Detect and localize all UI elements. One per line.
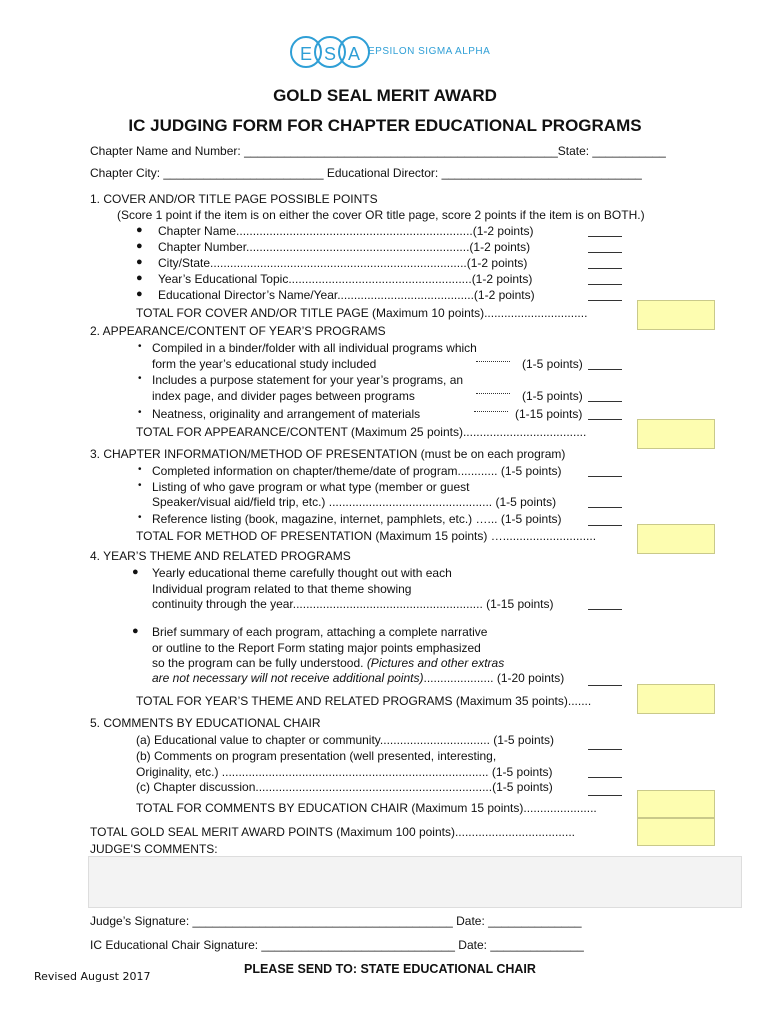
score-blank[interactable] (588, 369, 622, 370)
s3-item-2-line-1: Listing of who gave program or what type (member or guest (152, 480, 470, 494)
section-3-heading: 3. CHAPTER INFORMATION/METHOD OF PRESENTATION (must be on each program) (90, 447, 566, 461)
s5-item-c: (c) Chapter discussion.......................................................................(1-5 points) (136, 780, 553, 794)
score-blank[interactable] (588, 749, 622, 750)
score-blank[interactable] (588, 284, 622, 285)
bullet-icon: ● (136, 272, 143, 284)
score-blank[interactable] (588, 236, 622, 237)
s1-item-topic: Year’s Educational Topic.......................................................(1-2 points) (158, 272, 533, 286)
s4-item-2-line-3 (152, 656, 504, 670)
bullet-icon: • (138, 464, 142, 475)
s2-item-2-points: (1-5 points) (522, 389, 583, 403)
s4-item-1-line-3: continuity through the year......................................................... (1-15 points) (152, 597, 554, 611)
revised-date: Revised August 2017 (34, 970, 151, 983)
bullet-icon: • (138, 512, 142, 523)
s2-item-1-line-2: form the year’s educational study included (152, 357, 377, 371)
s3-total: TOTAL FOR METHOD OF PRESENTATION (Maximum 15 points) …............................ (136, 529, 597, 543)
s1-total-box[interactable] (637, 300, 715, 330)
section-1-heading: 1. COVER AND/OR TITLE PAGE POSSIBLE POINTS (90, 192, 378, 206)
s4-item-2-italic-2: are not necessary will not receive additional points) (152, 671, 424, 685)
bullet-icon: ● (136, 288, 143, 300)
logo-letter-a: A (338, 36, 370, 68)
judge-signature-field[interactable]: Judge’s Signature: _______________________________________ Date: ______________ (90, 914, 582, 928)
s5-total-box[interactable] (637, 790, 715, 818)
s3-item-3: Reference listing (book, magazine, internet, pamphlets, etc.) …... (1-5 points) (152, 512, 562, 526)
bullet-icon: ● (132, 625, 139, 637)
s4-item-2-line-1: Brief summary of each program, attaching a complete narrative (152, 625, 488, 639)
bullet-icon: • (138, 373, 142, 384)
judges-comments-label: JUDGE'S COMMENTS: (90, 842, 218, 856)
esa-logo (290, 36, 490, 72)
section-5-heading: 5. COMMENTS BY EDUCATIONAL CHAIR (90, 716, 321, 730)
score-blank[interactable] (588, 685, 622, 686)
logo-text: EPSILON SIGMA ALPHA (368, 46, 491, 57)
score-blank[interactable] (588, 507, 622, 508)
leader-line (476, 361, 510, 362)
bullet-icon: ● (136, 224, 143, 236)
s4-item-2-text: so the program can be fully understood. (152, 656, 364, 670)
s2-item-1-points: (1-5 points) (522, 357, 583, 371)
s4-item-2-points: ..................... (1-20 points) (423, 671, 565, 685)
s2-item-2-line-1: Includes a purpose statement for your year’s programs, an (152, 373, 464, 387)
s1-item-chapter-number: Chapter Number...................................................................(1-2 points) (158, 240, 531, 254)
s2-total: TOTAL FOR APPEARANCE/CONTENT (Maximum 25 points)..................................... (136, 425, 587, 439)
s1-item-director: Educational Director’s Name/Year.........................................(1-2 points) (158, 288, 535, 302)
leader-line (474, 411, 508, 412)
score-blank[interactable] (588, 609, 622, 610)
s2-total-box[interactable] (637, 419, 715, 449)
bullet-icon: ● (132, 566, 139, 578)
bullet-icon: ● (136, 240, 143, 252)
score-blank[interactable] (588, 401, 622, 402)
s4-item-1-line-2: Individual program related to that theme showing (152, 582, 412, 596)
section-1-note: (Score 1 point if the item is on either the cover OR title page, score 2 points if the item is on BOTH.) (117, 208, 645, 222)
score-blank[interactable] (588, 268, 622, 269)
section-2-heading: 2. APPEARANCE/CONTENT OF YEAR’S PROGRAMS (90, 324, 386, 338)
s5-total: TOTAL FOR COMMENTS BY EDUCATION CHAIR (Maximum 15 points)...................... (136, 801, 597, 815)
s1-item-chapter-name: Chapter Name.......................................................................(1-2 points) (158, 224, 534, 238)
score-blank[interactable] (588, 476, 622, 477)
bullet-icon: • (138, 407, 142, 418)
s4-item-2-line-4 (152, 671, 564, 685)
s1-item-city-state: City/State.............................................................................(1-2 points) (158, 256, 528, 270)
s2-item-2-line-2: index page, and divider pages between programs (152, 389, 415, 403)
s3-item-1: Completed information on chapter/theme/date of program............ (1-5 points) (152, 464, 562, 478)
s3-total-box[interactable] (637, 524, 715, 554)
score-blank[interactable] (588, 525, 622, 526)
s2-item-1-line-1: Compiled in a binder/folder with all individual programs which (152, 341, 477, 355)
s1-total: TOTAL FOR COVER AND/OR TITLE PAGE (Maximum 10 points)............................... (136, 306, 588, 320)
score-blank[interactable] (588, 252, 622, 253)
bullet-icon: • (138, 480, 142, 491)
logo-letter-s: S (314, 36, 346, 68)
bullet-icon: • (138, 341, 142, 352)
s5-item-b-line-1: (b) Comments on program presentation (well presented, interesting, (136, 749, 497, 763)
s2-item-3: Neatness, originality and arrangement of materials (152, 407, 421, 421)
s4-total: TOTAL FOR YEAR’S THEME AND RELATED PROGRAMS (Maximum 35 points)....... (136, 694, 592, 708)
chair-signature-field[interactable]: IC Educational Chair Signature: _____________________________ Date: ______________ (90, 938, 584, 952)
s4-item-2-italic: (Pictures and other extras (366, 656, 505, 670)
form-title: IC JUDGING FORM FOR CHAPTER EDUCATIONAL PROGRAMS (128, 116, 642, 135)
s4-item-2-line-2: or outline to the Report Form stating major points emphasized (152, 641, 481, 655)
judges-comments-box[interactable] (88, 856, 742, 908)
chapter-city-field[interactable]: Chapter City: ________________________ Educational Director: ______________________________ (90, 166, 642, 180)
s4-item-1-line-1: Yearly educational theme carefully thought out with each (152, 566, 452, 580)
score-blank[interactable] (588, 300, 622, 301)
logo-letter-e: E (290, 36, 322, 68)
section-4-heading: 4. YEAR’S THEME AND RELATED PROGRAMS (90, 549, 351, 563)
s4-total-box[interactable] (637, 684, 715, 714)
s3-item-2-line-2: Speaker/visual aid/field trip, etc.) ................................................. (1-5 points) (152, 495, 557, 509)
bullet-icon: ● (136, 256, 143, 268)
grand-total-box[interactable] (637, 818, 715, 846)
score-blank[interactable] (588, 795, 622, 796)
s2-item-3-points: (1-15 points) (515, 407, 583, 421)
s5-item-b-line-2: Originality, etc.) ................................................................................ (1-5 points) (136, 765, 553, 779)
leader-line (476, 393, 510, 394)
page-title: GOLD SEAL MERIT AWARD (273, 86, 497, 105)
s5-item-a: (a) Educational value to chapter or community................................. (1-5 points) (136, 733, 554, 747)
grand-total: TOTAL GOLD SEAL MERIT AWARD POINTS (Maximum 100 points).................................... (90, 825, 575, 839)
score-blank[interactable] (588, 419, 622, 420)
send-to: PLEASE SEND TO: STATE EDUCATIONAL CHAIR (244, 962, 536, 976)
score-blank[interactable] (588, 777, 622, 778)
chapter-name-field[interactable]: Chapter Name and Number: _______________________________________________State: ___________ (90, 144, 666, 158)
